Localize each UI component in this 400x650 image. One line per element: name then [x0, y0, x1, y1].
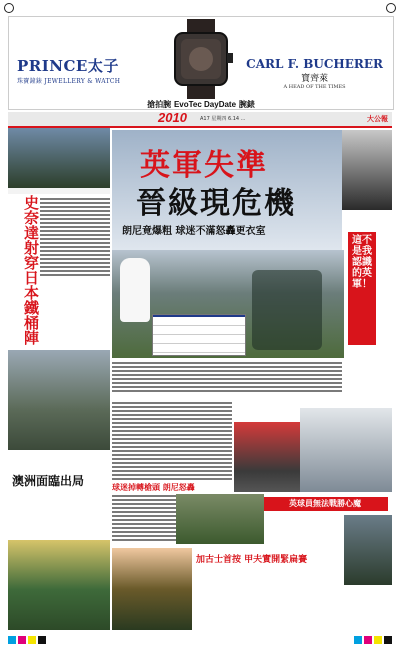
- football-photo: [8, 128, 110, 188]
- carl-bucherer-logo: CARL F. BUCHERER 寶齊萊 A HEAD OF THE TIMES: [246, 57, 383, 90]
- newspaper-logo: 大公報: [367, 115, 388, 123]
- prince-logo: PRINCE太子 珠寶鐘錶 JEWELLERY & WATCH: [17, 57, 121, 85]
- vertical-headline: 史奈達射穿日本鐵桶陣: [24, 194, 40, 347]
- red-subhead-band: 英球員無法戰勝心魔: [262, 497, 388, 511]
- watch-image: [147, 19, 255, 99]
- year-badge: 2010: [158, 110, 187, 125]
- page-info: A17 星期四 6.14 ...: [200, 116, 246, 122]
- article-subhead: 球迷掉轉槍頭 朗尼怒轟: [112, 482, 232, 493]
- coach-photo: [342, 130, 392, 210]
- headline-block: [112, 130, 342, 250]
- match-photo: [8, 540, 110, 630]
- print-registration-strip: [0, 0, 400, 14]
- standings-table: [152, 314, 246, 356]
- player-figure: [120, 258, 150, 322]
- main-match-photo: [112, 250, 344, 358]
- lead-paragraph: [112, 360, 342, 396]
- cameraman-figure: [252, 270, 322, 350]
- article-text-block: [40, 196, 110, 278]
- registration-mark-icon: [4, 3, 14, 13]
- match-photo: [176, 494, 264, 544]
- headline-sub: 朗尼竟爆粗 球迷不滿怒轟更衣室: [122, 226, 266, 237]
- print-color-bar: [0, 632, 400, 648]
- watch-advertisement: [8, 16, 394, 110]
- registration-mark-icon: [386, 3, 396, 13]
- main-headline: 英軍失準: [140, 148, 268, 183]
- player-photo: [344, 515, 392, 585]
- secondary-headline: 晉級現危機: [136, 186, 296, 221]
- goalkeeper-photo: [112, 548, 192, 630]
- player-down-photo: [300, 408, 392, 492]
- section-subhead: 澳洲面臨出局: [12, 474, 85, 488]
- match-photo: [8, 350, 110, 450]
- ad-caption: 搶拍腕 EvoTec DayDate 腕錶: [147, 100, 255, 109]
- vertical-caption: 這不是我認識的英軍！: [348, 232, 376, 345]
- bottom-subhead: 加古士首按 甲夫實開緊扁賽: [196, 555, 308, 565]
- page-header: [8, 112, 392, 128]
